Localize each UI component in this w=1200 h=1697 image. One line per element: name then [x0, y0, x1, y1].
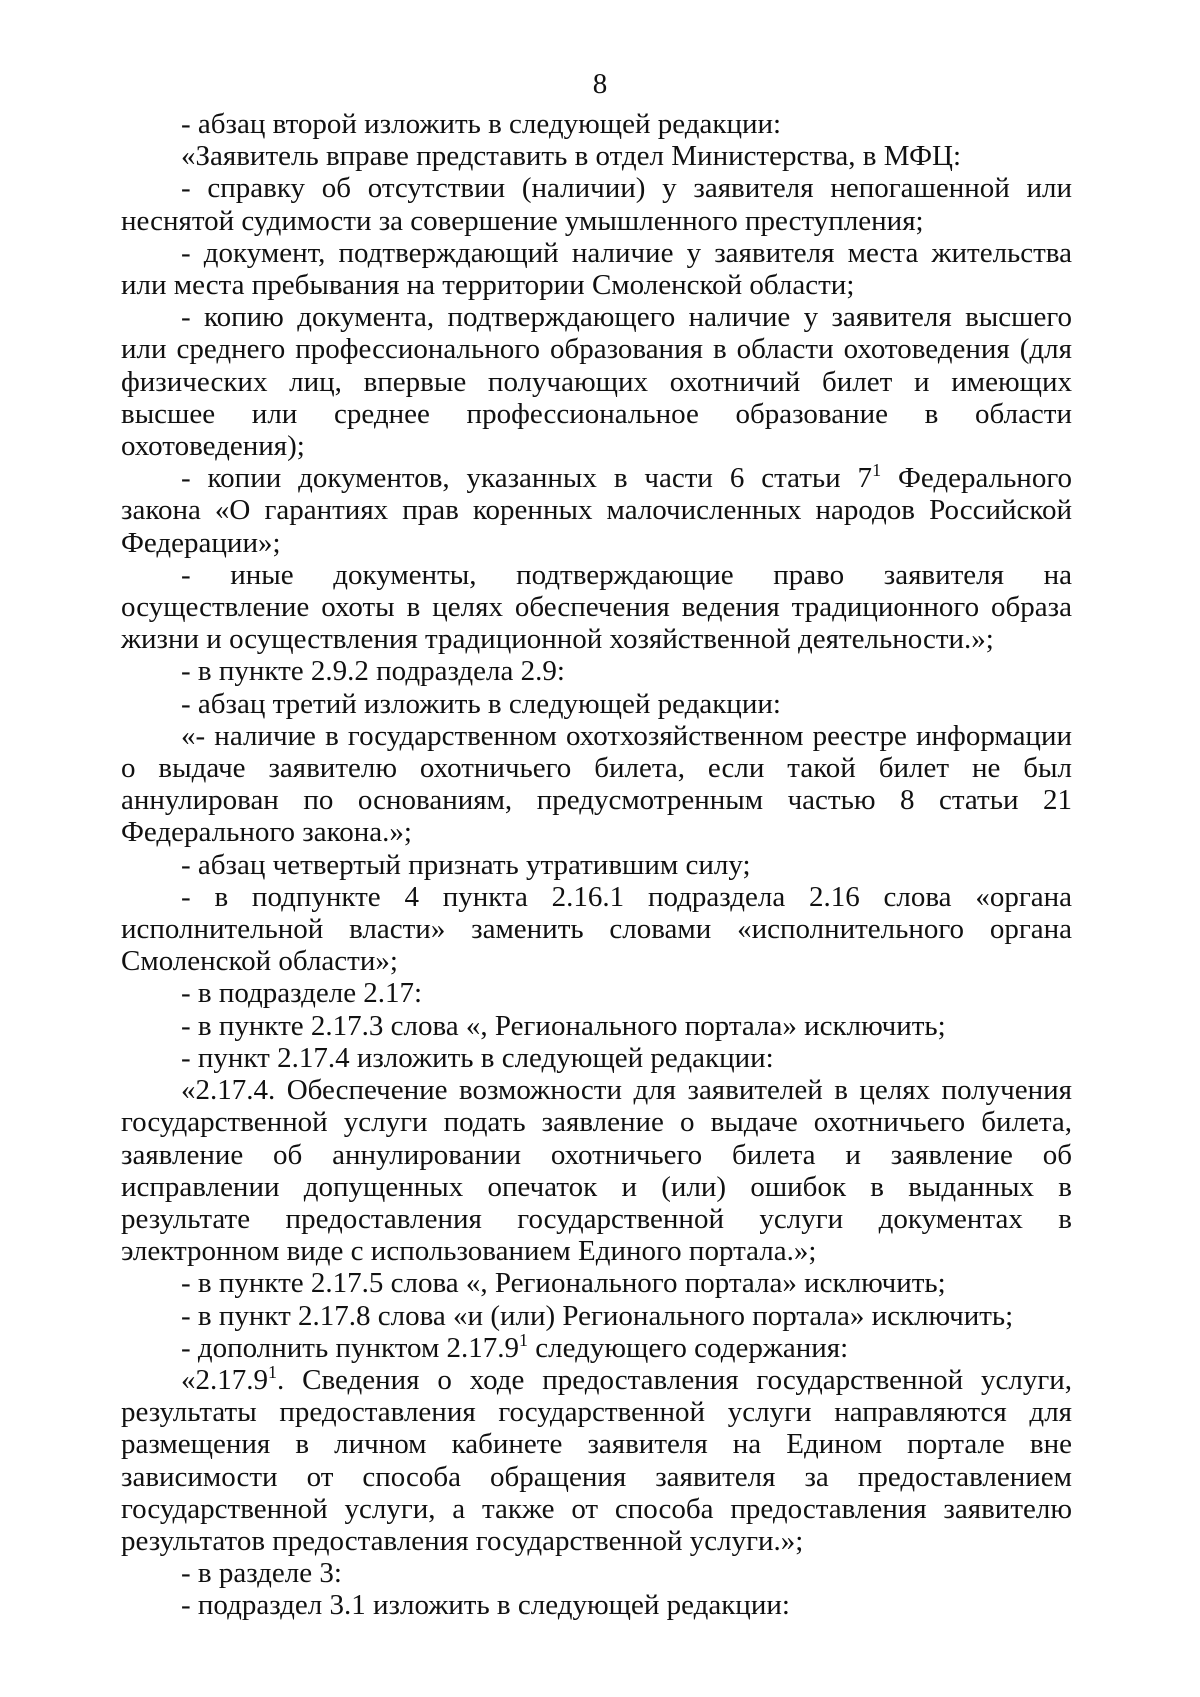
paragraph-text: - копии документов, указанных в части 6 статьи 7	[181, 462, 873, 495]
paragraph: «- наличие в государственном охотхозяйственном реестре информации о выдаче заявителю охотничьего билета, если такой билет не был аннулирован по основаниям, предусмотренным частью 8 статьи 21 Федерального закона.»;	[121, 719, 1072, 849]
superscript: 1	[519, 1329, 529, 1350]
paragraph: - в подразделе 2.17:	[181, 977, 423, 1010]
paragraph: - копию документа, подтверждающего наличие у заявителя высшего или среднего профессионального образования в области охотоведения (для физических лиц, впервые получающих охотничий билет и имеющих высшее или среднее профессиональное образование в области охотоведения);	[121, 301, 1072, 463]
paragraph: - иные документы, подтверждающие право заявителя на осуществление охоты в целях обеспечения ведения традиционного образа жизни и осуществления традиционной хозяйственной деятельности.»;	[121, 558, 1072, 656]
page-number: 8	[592, 68, 608, 100]
paragraph	[121, 1361, 1072, 1557]
document-body	[121, 108, 1072, 1622]
paragraph: - в пункт 2.17.8 слова «и (или) Регионального портала» исключить;	[181, 1299, 1014, 1332]
paragraph: - подраздел 3.1 изложить в следующей редакции:	[181, 1589, 790, 1622]
paragraph: - в пункте 2.17.5 слова «, Регионального портала» исключить;	[181, 1267, 946, 1300]
paragraph: - абзац второй изложить в следующей редакции:	[181, 108, 782, 140]
paragraph: - документ, подтверждающий наличие у заявителя места жительства или места пребывания на территории Смоленской области;	[121, 236, 1072, 302]
paragraph-text: «2.17.9	[181, 1363, 268, 1396]
paragraph-text: Федерального закона «О гарантиях прав коренных малочисленных народов Российской Федерации»;	[121, 462, 1073, 559]
paragraph: - абзац четвертый признать утратившим силу;	[181, 848, 751, 881]
paragraph: - справку об отсутствии (наличии) у заявителя непогашенной или неснятой судимости за совершение умышленного преступления;	[121, 172, 1072, 237]
paragraph: - в пункте 2.9.2 подраздела 2.9:	[181, 655, 565, 688]
paragraph	[121, 1329, 1072, 1364]
paragraph: «2.17.4. Обеспечение возможности для заявителей в целях получения государственной услуги подать заявление о выдаче охотничьего билета, заявление об аннулировании охотничьего билета и заявление об исправлении допущенных опечаток и (или) ошибок в выданных в результате предоставления государственной услуги документах в электронном виде с использованием Единого портала.»;	[121, 1074, 1072, 1268]
paragraph-text: - дополнить пунктом 2.17.9	[181, 1331, 520, 1364]
superscript: 1	[872, 460, 882, 481]
paragraph: - в пункте 2.17.3 слова «, Регионального портала» исключить;	[181, 1009, 946, 1042]
paragraph: «Заявитель вправе представить в отдел Министерства, в МФЦ:	[181, 140, 962, 173]
superscript: 1	[268, 1361, 277, 1382]
paragraph-text: следующего содержания:	[528, 1331, 849, 1364]
paragraph: - в разделе 3:	[181, 1557, 342, 1590]
paragraph: - абзац третий изложить в следующей редакции:	[181, 687, 781, 720]
paragraph: - в подпункте 4 пункта 2.16.1 подраздела 2.16 слова «органа исполнительной власти» заменить словами «исполнительного органа Смоленской области»;	[121, 880, 1072, 978]
paragraph	[121, 462, 1072, 559]
paragraph: - пункт 2.17.4 изложить в следующей редакции:	[181, 1041, 774, 1074]
paragraph-text: . Сведения о ходе предоставления государственной услуги, результаты предоставления государственной услуги направляются для размещения в личном кабинете заявителя на Едином портале вне зависимости от способа обращения заявителя за предоставлением государственной услуги, а также от способа предоставления заявителю результатов предоставления государственной услуги.»;	[121, 1363, 1072, 1557]
